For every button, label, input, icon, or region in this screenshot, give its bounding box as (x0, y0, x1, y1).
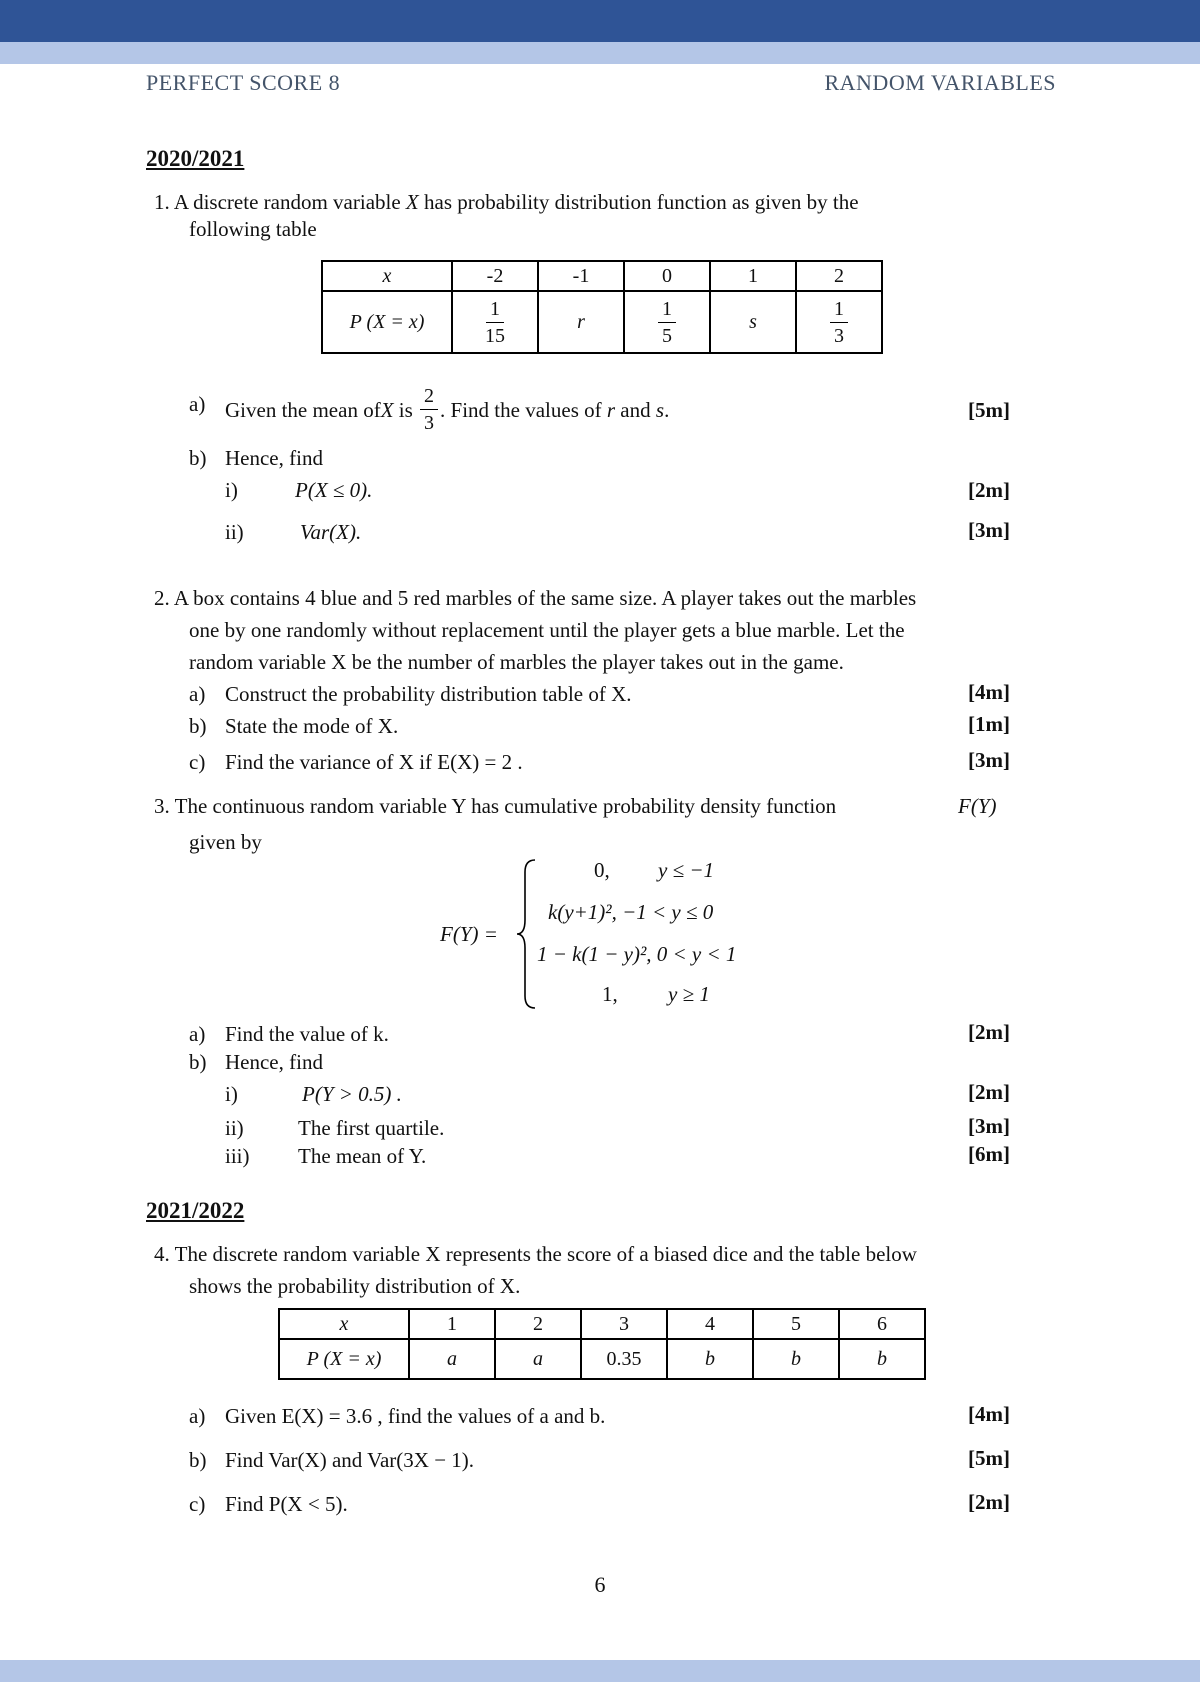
q3a-text: Find the value of k. (225, 1022, 389, 1046)
q1-number: 1. (154, 190, 170, 214)
table-cell: 2 (796, 261, 882, 291)
header-band-dark (0, 0, 1200, 42)
q1-line2: following table (189, 217, 317, 241)
left-brace-icon (517, 858, 537, 1010)
q2b-text: State the mode of X. (225, 714, 399, 738)
table-cell: 0 (624, 261, 710, 291)
q2-line2: one by one randomly without replacement until the player gets a blue marble. Let the (189, 618, 905, 642)
q4b-label: b) (189, 1448, 207, 1472)
table-cell: a (495, 1339, 581, 1379)
q1-text-b: has probability distribution function as given by the (418, 190, 859, 214)
q2a-mark: [4m] (968, 680, 1010, 704)
table-cell: 3 (581, 1309, 667, 1339)
table-cell: b (753, 1339, 839, 1379)
q3bii-label: ii) (225, 1116, 244, 1140)
q3a-label: a) (189, 1022, 206, 1046)
table-cell: -1 (538, 261, 624, 291)
q1a-mark: [5m] (968, 398, 1010, 422)
q2b-mark: [1m] (968, 712, 1010, 736)
q3-line2: given by (189, 830, 262, 854)
q1-var-x: X (405, 190, 419, 214)
q1bii-mark: [3m] (968, 518, 1010, 542)
q3-fy: F(Y) (958, 794, 997, 818)
table-cell: -2 (452, 261, 538, 291)
table-cell: $\frac{1}{5}$ (624, 291, 710, 353)
q1a-text: Given the mean of X is $\frac{2}{3}$ . Find the values of r and s . (225, 385, 670, 434)
q1bii-label: ii) (225, 520, 244, 544)
q4-distribution-table (278, 1308, 926, 1380)
q3b-label: b) (189, 1050, 207, 1074)
q3-line1: 3. The continuous random variable Y has cumulative probability density function (154, 794, 837, 818)
q1-text-a: A discrete random variable (173, 190, 406, 214)
table-cell: b (667, 1339, 753, 1379)
q4-line1: 4. The discrete random variable X represents the score of a biased dice and the table below (154, 1242, 917, 1266)
table-cell: 6 (839, 1309, 925, 1339)
running-header (146, 70, 1056, 96)
table-cell: $\frac{1}{15}$ (452, 291, 538, 353)
q4a-text: Given E(X) = 3.6 , find the values of a and b. (225, 1404, 606, 1428)
table-cell: 1 (409, 1309, 495, 1339)
case-4-condition: y ≥ 1 (668, 982, 710, 1006)
header-left: PERFECT SCORE 8 (146, 70, 341, 95)
table-header-p: P (X = x) (279, 1339, 409, 1379)
q4b-mark: [5m] (968, 1446, 1010, 1470)
table-cell: $\frac{1}{3}$ (796, 291, 882, 353)
header-right: RANDOM VARIABLES (824, 70, 1056, 95)
q3bii-text: The first quartile. (298, 1116, 445, 1140)
table-cell: 0.35 (581, 1339, 667, 1379)
section-heading-2021: 2021/2022 (146, 1198, 245, 1223)
table-cell: 2 (495, 1309, 581, 1339)
q1bi-label: i) (225, 478, 238, 502)
q4b-text: Find Var(X) and Var(3X − 1). (225, 1448, 475, 1472)
q2c-mark: [3m] (968, 748, 1010, 772)
q1a-label: a) (189, 392, 206, 416)
table-cell: b (839, 1339, 925, 1379)
q1bi-mark: [2m] (968, 478, 1010, 502)
q3bii-mark: [3m] (968, 1114, 1010, 1138)
table-header-x: x (279, 1309, 409, 1339)
q4c-mark: [2m] (968, 1490, 1010, 1514)
table-cell: 4 (667, 1309, 753, 1339)
q1-distribution-table (321, 260, 883, 354)
q2b-label: b) (189, 714, 207, 738)
q2-line3: random variable X be the number of marbles the player takes out in the game. (189, 650, 844, 674)
section-heading-2020: 2020/2021 (146, 146, 245, 171)
q3bi-mark: [2m] (968, 1080, 1010, 1104)
q4c-text: Find P(X < 5). (225, 1492, 348, 1516)
q1b-label: b) (189, 446, 207, 470)
q2-line1: 2. A box contains 4 blue and 5 red marbles of the same size. A player takes out the marbles (154, 586, 917, 610)
q4c-label: c) (189, 1492, 206, 1516)
q3b-text: Hence, find (225, 1050, 323, 1074)
table-cell: 1 (710, 261, 796, 291)
footer-band (0, 1660, 1200, 1682)
case-4-value: 1, (602, 982, 618, 1006)
q2c-label: c) (189, 750, 206, 774)
case-2: k(y+1)², −1 < y ≤ 0 (548, 900, 714, 924)
table-cell: a (409, 1339, 495, 1379)
q3biii-text: The mean of Y. (298, 1144, 427, 1168)
q1bii-expr: Var(X). (300, 520, 362, 544)
q1bi-expr: P(X ≤ 0). (295, 478, 373, 502)
table-cell: 5 (753, 1309, 839, 1339)
q1b-text: Hence, find (225, 446, 323, 470)
table-cell: s (710, 291, 796, 353)
page-number: 6 (594, 1572, 606, 1597)
q3biii-mark: [6m] (968, 1142, 1010, 1166)
case-1-condition: y ≤ −1 (658, 858, 715, 882)
q2c-text: Find the variance of X if E(X) = 2 . (225, 750, 523, 774)
q2a-text: Construct the probability distribution table of X. (225, 682, 632, 706)
case-3: 1 − k(1 − y)², 0 < y < 1 (537, 942, 737, 966)
q4a-label: a) (189, 1404, 206, 1428)
q2a-label: a) (189, 682, 206, 706)
table-header-x: x (322, 261, 452, 291)
q3-lhs: F(Y) = (440, 922, 498, 946)
q3biii-label: iii) (225, 1144, 250, 1168)
q3a-mark: [2m] (968, 1020, 1010, 1044)
q4-line2: shows the probability distribution of X. (189, 1274, 521, 1298)
q3bi-label: i) (225, 1082, 238, 1106)
q4a-mark: [4m] (968, 1402, 1010, 1426)
header-band-light (0, 42, 1200, 64)
table-header-p: P (X = x) (322, 291, 452, 353)
q3bi-expr: P(Y > 0.5) . (302, 1082, 402, 1106)
table-cell: r (538, 291, 624, 353)
case-1-value: 0, (594, 858, 610, 882)
